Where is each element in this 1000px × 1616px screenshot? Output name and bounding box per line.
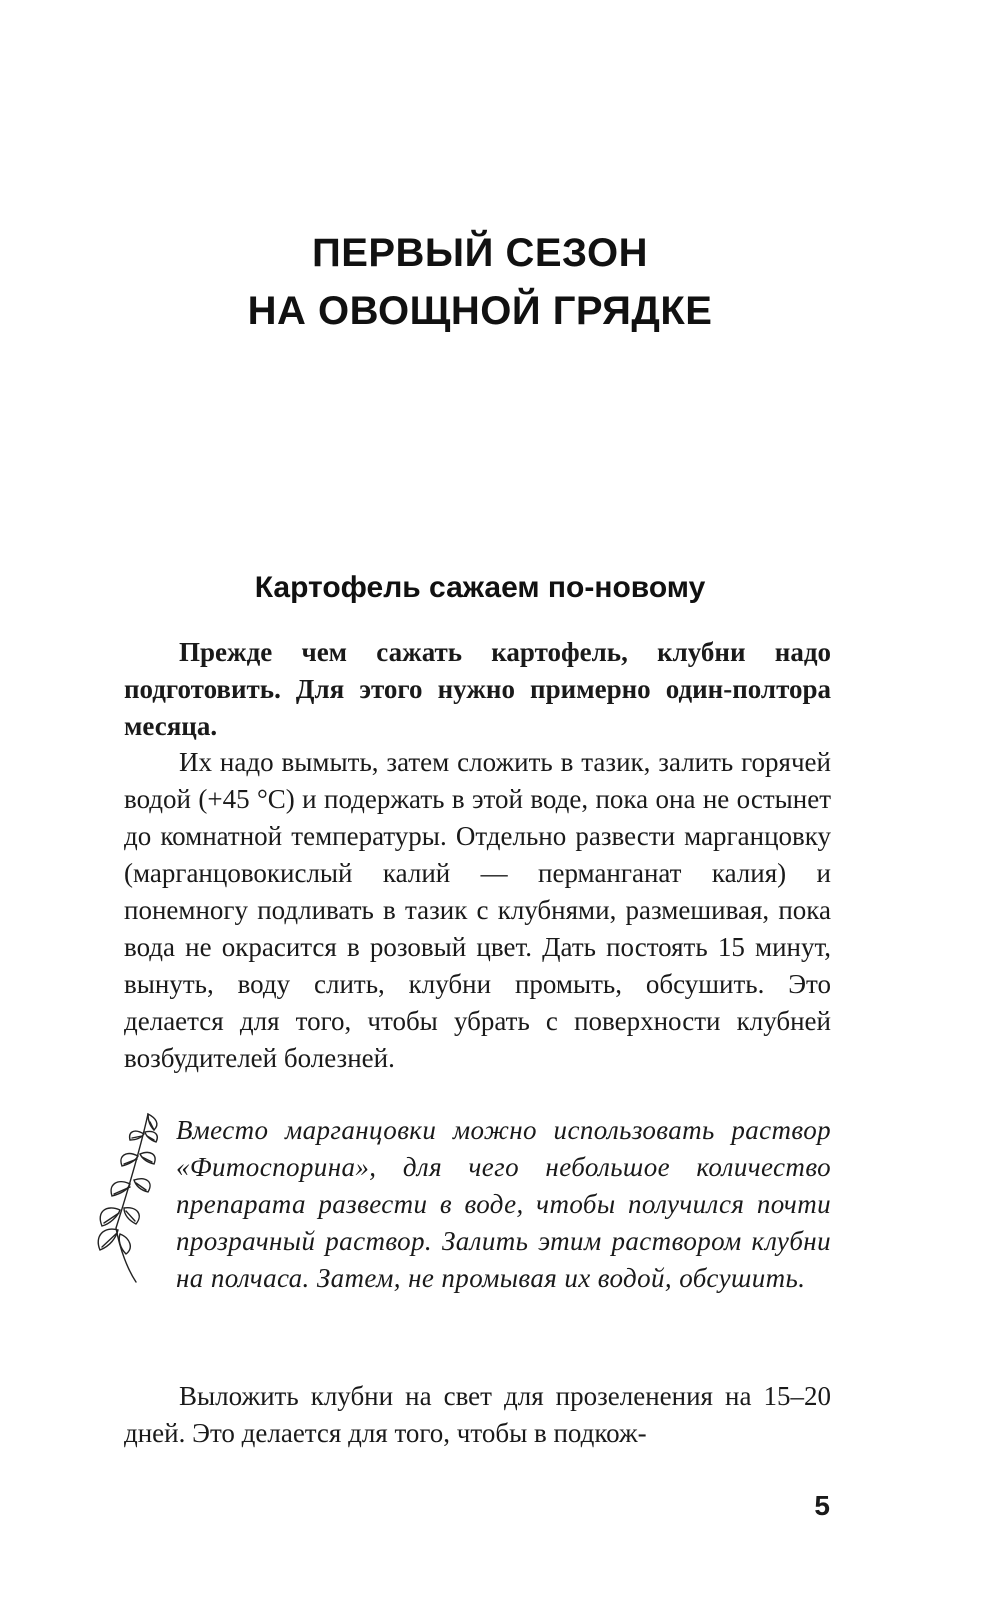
leaf-branch-icon — [90, 1110, 164, 1286]
intro-paragraph-block — [124, 634, 831, 745]
chapter-title — [0, 224, 960, 340]
body-paragraph-1: Их надо вымыть, затем сложить в тазик, залить горячей водой (+45 °С) и подержать в этой воде, пока она не остынет до комнатной температуры. Отдельно развести марганцовку (марганцовокислый калий — перманганат калия) и понемногу подливать в тазик с клубнями, размешивая, пока вода не окрасится в розовый цвет. Дать постоять 15 минут, вынуть, воду слить, клубни промыть, обсушить. Это делается для того, чтобы убрать с поверхности клубней возбудителей болезней. — [124, 747, 831, 1073]
final-paragraph-block — [124, 1378, 831, 1452]
body-paragraph-2: Выложить клубни на свет для прозеленения на 15–20 дней. Это делается для того, чтобы в подкож- — [124, 1381, 831, 1448]
tip-note-block — [176, 1112, 831, 1297]
main-paragraph-block — [124, 744, 831, 1077]
intro-paragraph: Прежде чем сажать картофель, клубни надо подготовить. Для этого нужно примерно один-полтора месяца. — [124, 637, 831, 741]
page-number: 5 — [814, 1490, 830, 1521]
section-heading: Картофель сажаем по-новому — [254, 571, 706, 604]
chapter-title-line2: НА ОВОЩНОЙ ГРЯДКЕ — [247, 289, 713, 333]
tip-note-text: Вместо марганцовки можно использовать раствор «Фитоспорина», для чего небольшое количество препарата развести в воде, чтобы получился почти прозрачный раствор. Залить этим раствором клубни на полчаса. Затем, не промывая их водой, обсушить. — [176, 1115, 831, 1293]
chapter-title-line1: ПЕРВЫЙ СЕЗОН — [311, 231, 649, 275]
